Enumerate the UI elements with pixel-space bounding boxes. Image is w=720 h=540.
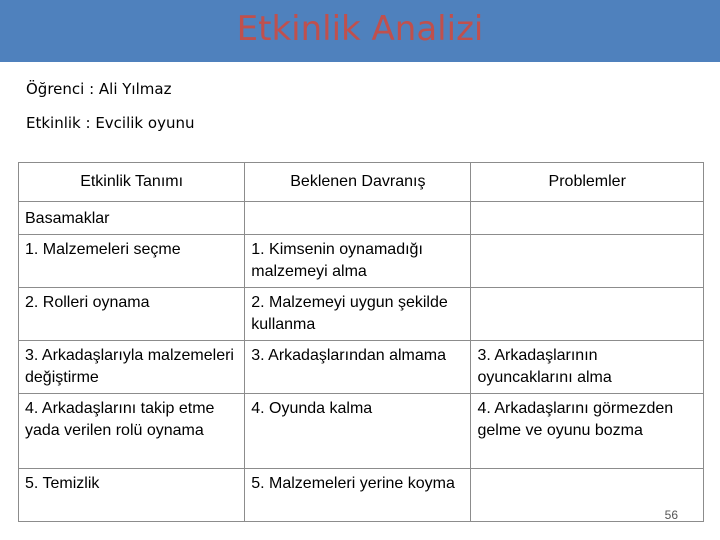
page-title: Etkinlik Analizi xyxy=(236,9,484,49)
page-number: 56 xyxy=(664,508,678,522)
table-row xyxy=(19,469,704,522)
table-row xyxy=(19,288,704,341)
table-cell: 1. Malzemeleri seçme xyxy=(19,235,245,288)
table-cell: 2. Rolleri oynama xyxy=(19,288,245,341)
section-label: Basamaklar xyxy=(19,202,245,235)
column-header: Problemler xyxy=(471,163,704,202)
table-cell: 5. Malzemeleri yerine koyma xyxy=(245,469,471,522)
table-cell: 4. Arkadaşlarını görmezden gelme ve oyunu bozma xyxy=(471,394,704,469)
activity-label: Etkinlik : Evcilik oyunu xyxy=(26,114,195,132)
table-cell xyxy=(471,288,704,341)
table-row xyxy=(19,235,704,288)
table-cell: 3. Arkadaşlarından almama xyxy=(245,341,471,394)
column-header: Beklenen Davranış xyxy=(245,163,471,202)
table-cell: 1. Kimsenin oynamadığı malzemeyi alma xyxy=(245,235,471,288)
activity-analysis-table xyxy=(18,162,704,522)
table-cell xyxy=(471,235,704,288)
table-cell: 5. Temizlik xyxy=(19,469,245,522)
table-cell: 4. Oyunda kalma xyxy=(245,394,471,469)
table-row xyxy=(19,341,704,394)
student-label: Öğrenci : Ali Yılmaz xyxy=(26,80,172,98)
column-header: Etkinlik Tanımı xyxy=(19,163,245,202)
table-row xyxy=(19,394,704,469)
table-row xyxy=(19,202,704,235)
table-cell: 2. Malzemeyi uygun şekilde kullanma xyxy=(245,288,471,341)
table-cell: 3. Arkadaşlarıyla malzemeleri değiştirme xyxy=(19,341,245,394)
table-cell xyxy=(245,202,471,235)
table-cell: 4. Arkadaşlarını takip etme yada verilen rolü oynama xyxy=(19,394,245,469)
table-header-row xyxy=(19,163,704,202)
table-cell: 3. Arkadaşlarının oyuncaklarını alma xyxy=(471,341,704,394)
table-cell xyxy=(471,202,704,235)
